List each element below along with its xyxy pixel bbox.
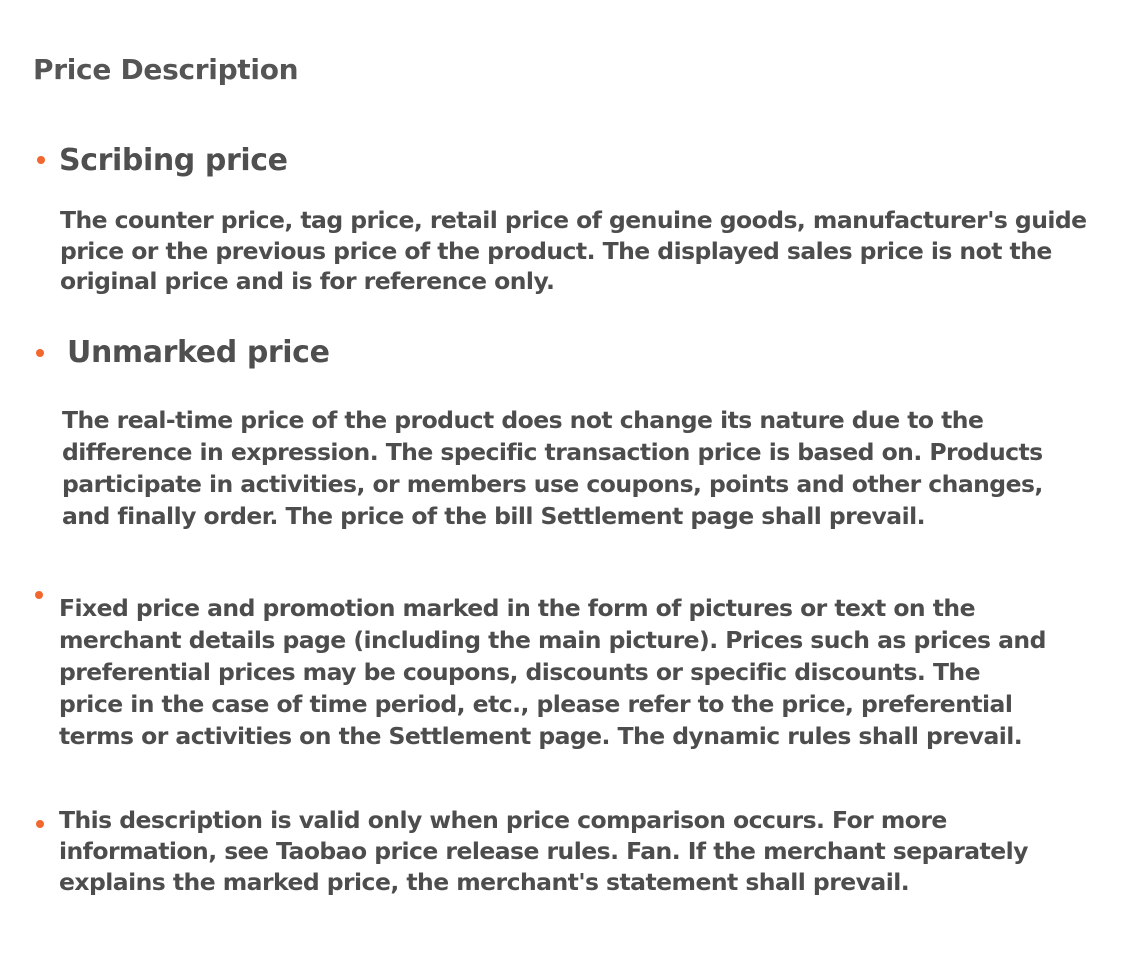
text-line: price in the case of time period, etc., please refer to the price, preferential bbox=[59, 690, 1013, 718]
text-line: explains the marked price, the merchant's statement shall prevail. bbox=[59, 868, 910, 896]
section-body-validity-note bbox=[59, 805, 1028, 898]
text-line: This description is valid only when price comparison occurs. For more bbox=[59, 806, 947, 834]
text-line: terms or activities on the Settlement page. The dynamic rules shall prevail. bbox=[59, 722, 1023, 750]
text-line: The real-time price of the product does not change its nature due to the bbox=[62, 406, 984, 434]
text-line: preferential prices may be coupons, discounts or specific discounts. The bbox=[59, 658, 980, 686]
section-heading-unmarked-price: Unmarked price bbox=[67, 335, 330, 370]
text-line: price or the previous price of the product. The displayed sales price is not the bbox=[60, 236, 1052, 265]
bullet-dot-icon bbox=[35, 591, 43, 599]
section-heading-scribing-price: Scribing price bbox=[59, 143, 288, 178]
text-line: The counter price, tag price, retail price of genuine goods, manufacturer's guide bbox=[60, 206, 1087, 234]
text-line: original price and is for reference only. bbox=[60, 267, 555, 295]
text-line: Fixed price and promotion marked in the form of pictures or text on the bbox=[59, 594, 975, 622]
bullet-dot-icon bbox=[36, 820, 44, 828]
bullet-dot-icon bbox=[37, 156, 45, 164]
page-title: Price Description bbox=[33, 53, 299, 86]
text-line: participate in activities, or members use coupons, points and other changes, bbox=[62, 470, 1043, 498]
section-body-fixed-price bbox=[59, 592, 1046, 752]
section-body-scribing-price bbox=[60, 205, 1087, 297]
section-body-unmarked-price bbox=[62, 404, 1043, 532]
text-line: merchant details page (including the main picture). Prices such as prices and bbox=[59, 626, 1046, 654]
text-line: and finally order. The price of the bill Settlement page shall prevail. bbox=[62, 502, 926, 530]
text-line: difference in expression. The specific transaction price is based on. Products bbox=[62, 438, 1043, 466]
text-line: information, see Taobao price release rules. Fan. If the merchant separately bbox=[59, 837, 1028, 865]
bullet-dot-icon bbox=[36, 349, 44, 357]
